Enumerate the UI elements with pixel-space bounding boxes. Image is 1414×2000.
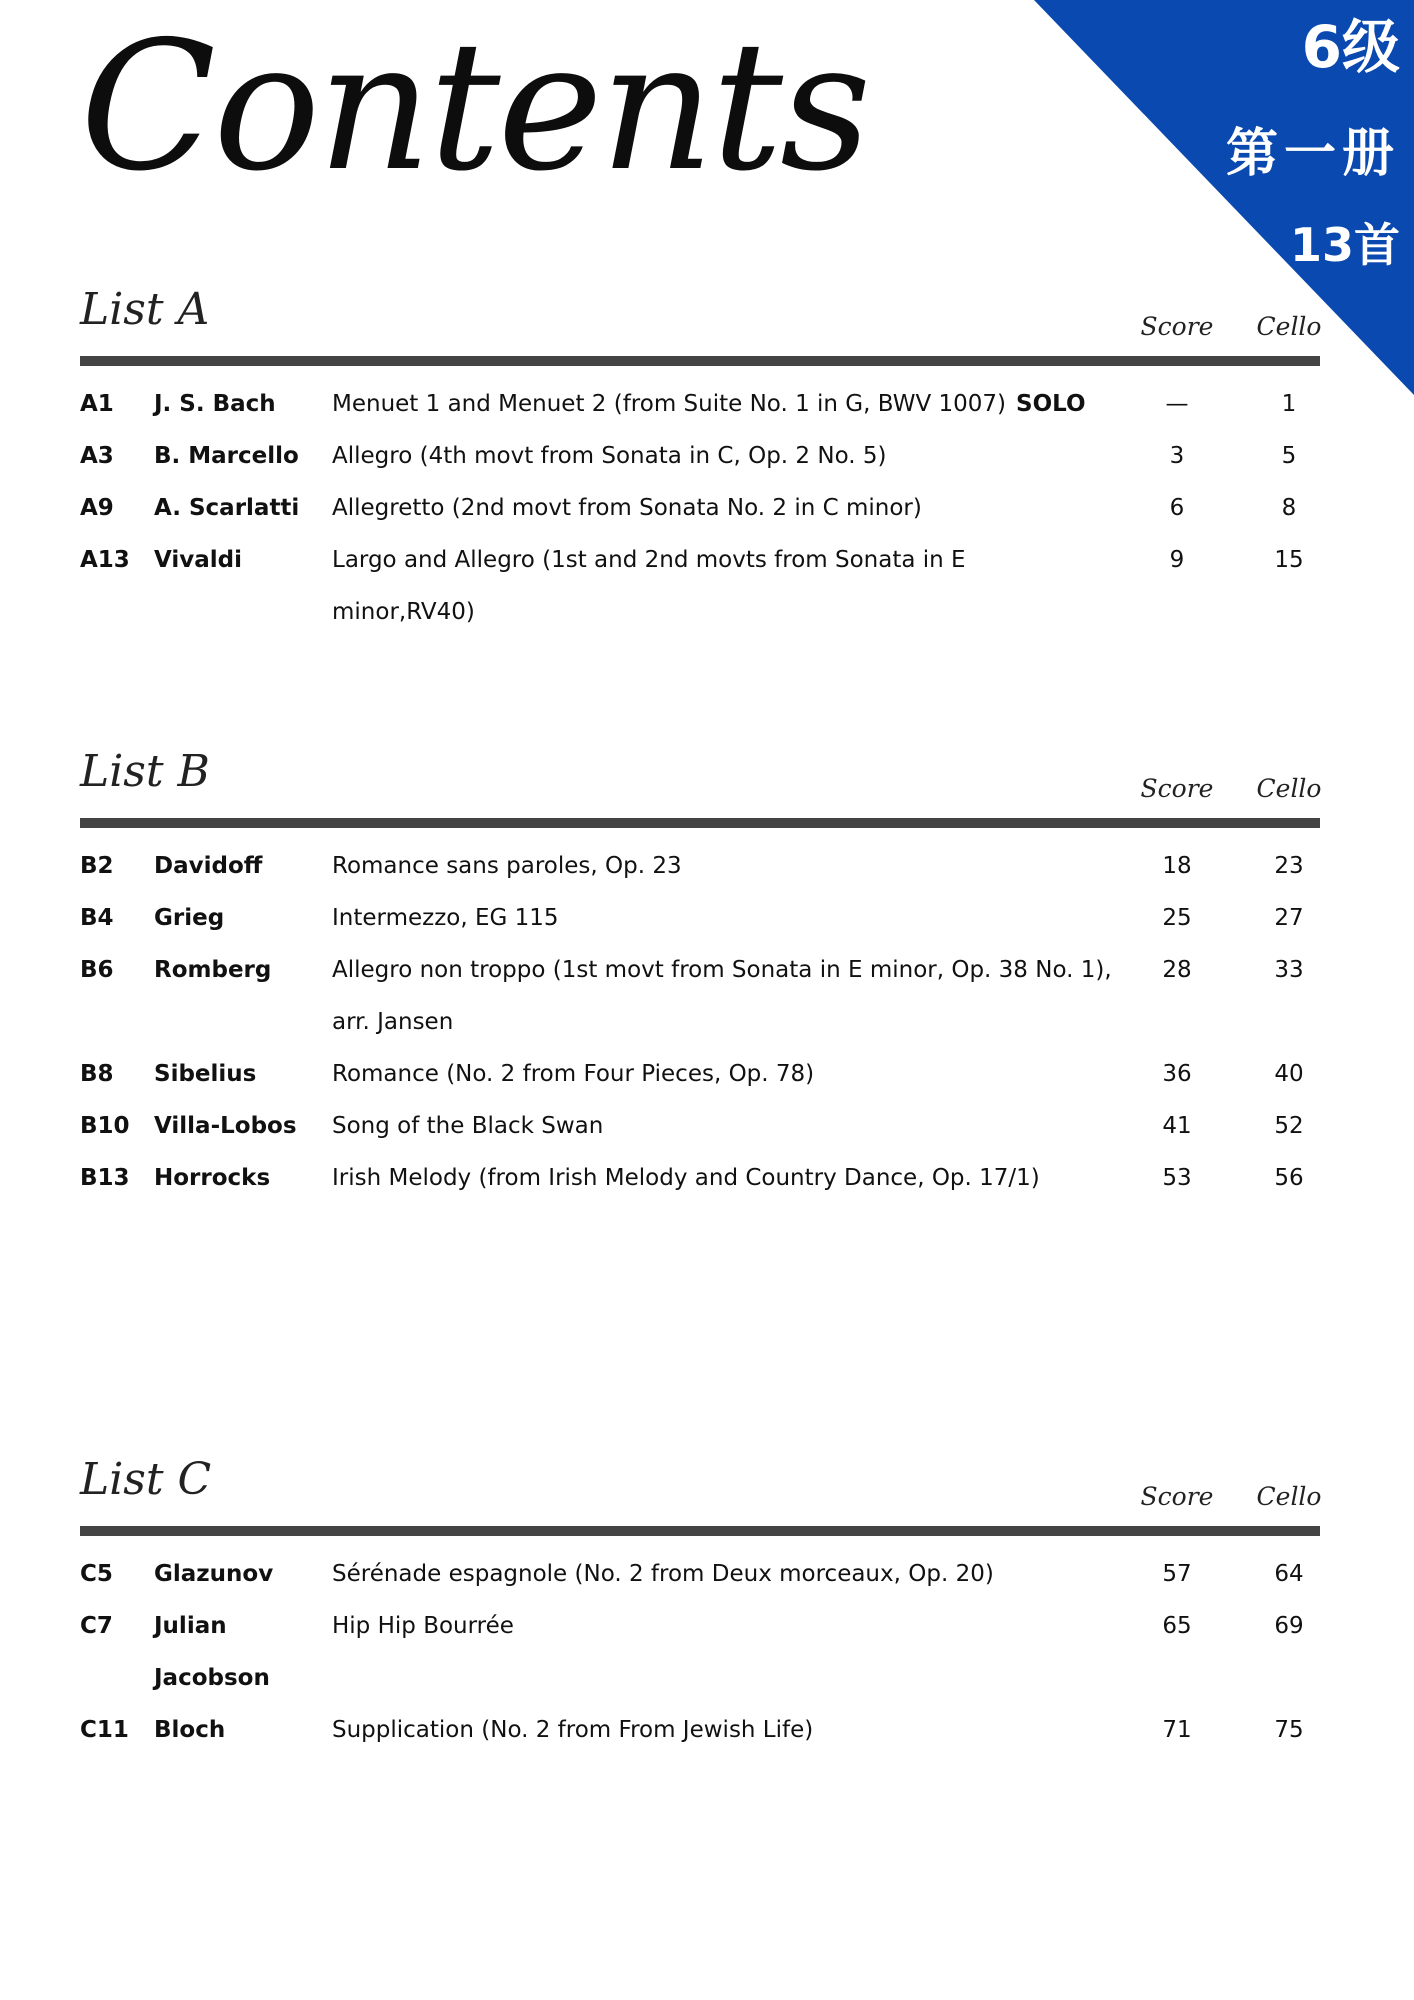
piece-title: Song of the Black Swan — [332, 1113, 604, 1139]
score-page: 53 — [1162, 1165, 1192, 1191]
piece-code: C7 — [80, 1613, 113, 1639]
score-page: 36 — [1162, 1061, 1192, 1087]
score-page: 65 — [1162, 1613, 1192, 1639]
volume-label: 第一册 — [1225, 124, 1400, 184]
score-page: 41 — [1162, 1113, 1192, 1139]
composer: Julian Jacobson — [154, 1613, 270, 1691]
composer: Romberg — [154, 957, 272, 983]
score-page: 9 — [1169, 547, 1185, 573]
composer: Grieg — [154, 905, 225, 931]
cello-page: 52 — [1274, 1113, 1304, 1139]
score-page: 57 — [1162, 1561, 1192, 1587]
cello-page: 33 — [1274, 957, 1304, 983]
cello-page: 15 — [1274, 547, 1304, 573]
score-page: 28 — [1162, 957, 1192, 983]
list-c-section — [80, 1456, 1320, 1756]
piece-title: Romance (No. 2 from Four Pieces, Op. 78) — [332, 1061, 815, 1087]
cello-page: 40 — [1274, 1061, 1304, 1087]
table-row — [80, 1548, 1320, 1600]
composer: J. S. Bach — [154, 391, 276, 417]
composer: B. Marcello — [154, 443, 299, 469]
piece-title: Allegro non troppo (1st movt from Sonata in E minor, Op. 38 No. 1), arr. Jansen — [332, 957, 1112, 1035]
composer: A. Scarlatti — [154, 495, 300, 521]
score-page: 6 — [1169, 495, 1185, 521]
cello-page: 8 — [1281, 495, 1297, 521]
table-row — [80, 1600, 1320, 1704]
composer: Vivaldi — [154, 547, 243, 573]
piece-code: A1 — [80, 391, 114, 417]
piece-title: Romance sans paroles, Op. 23 — [332, 853, 682, 879]
piece-title: Hip Hip Bourrée — [332, 1613, 514, 1639]
table-row — [80, 944, 1320, 1048]
composer: Davidoff — [154, 853, 263, 879]
piece-code: B6 — [80, 957, 114, 983]
piece-title: Sérénade espagnole (No. 2 from Deux morceaux, Op. 20) — [332, 1561, 994, 1587]
list-b-header — [80, 748, 1320, 818]
table-row — [80, 1152, 1320, 1204]
cello-page: 1 — [1281, 391, 1297, 417]
solo-badge: SOLO — [1016, 391, 1086, 417]
list-c-title: List C — [80, 1454, 212, 1505]
score-page: 25 — [1162, 905, 1192, 931]
piece-code: A9 — [80, 495, 114, 521]
piece-code: B10 — [80, 1113, 130, 1139]
table-row — [80, 1704, 1320, 1756]
score-page: 18 — [1162, 853, 1192, 879]
piece-title: Allegro (4th movt from Sonata in C, Op. 2 No. 5) — [332, 443, 887, 469]
cello-column-header: Cello — [1256, 774, 1322, 803]
piece-code: B2 — [80, 853, 114, 879]
score-page: 3 — [1169, 443, 1185, 469]
composer: Horrocks — [154, 1165, 271, 1191]
cello-page: 5 — [1281, 443, 1297, 469]
table-row — [80, 482, 1320, 534]
cello-column-header: Cello — [1256, 312, 1322, 341]
list-a-title: List A — [80, 284, 210, 335]
grade-label: 6级 — [1301, 13, 1400, 81]
piece-title — [332, 378, 1112, 430]
piece-code: C11 — [80, 1717, 129, 1743]
table-row — [80, 892, 1320, 944]
piece-title: Allegretto (2nd movt from Sonata No. 2 in C minor) — [332, 495, 922, 521]
composer: Glazunov — [154, 1561, 274, 1587]
composer: Villa-Lobos — [154, 1113, 297, 1139]
cello-page: 64 — [1274, 1561, 1304, 1587]
score-page: — — [1165, 391, 1189, 417]
piece-code: A13 — [80, 547, 130, 573]
table-row — [80, 1100, 1320, 1152]
score-column-header: Score — [1140, 1482, 1214, 1511]
piece-title: Intermezzo, EG 115 — [332, 905, 559, 931]
list-c-rule — [80, 1526, 1320, 1536]
list-a-rule — [80, 356, 1320, 366]
piece-title: Largo and Allegro (1st and 2nd movts from Sonata in E minor,RV40) — [332, 547, 966, 625]
piece-title-text: Menuet 1 and Menuet 2 (from Suite No. 1 in G, BWV 1007) — [332, 391, 1006, 417]
piece-code: B4 — [80, 905, 114, 931]
piece-code: B13 — [80, 1165, 130, 1191]
piece-code: B8 — [80, 1061, 114, 1087]
table-row — [80, 1048, 1320, 1100]
list-b-rule — [80, 818, 1320, 828]
table-row — [80, 430, 1320, 482]
piece-code: A3 — [80, 443, 114, 469]
piece-code: C5 — [80, 1561, 113, 1587]
cello-page: 23 — [1274, 853, 1304, 879]
cello-page: 27 — [1274, 905, 1304, 931]
piece-title: Supplication (No. 2 from From Jewish Life) — [332, 1717, 814, 1743]
list-b-section — [80, 748, 1320, 1204]
cello-column-header: Cello — [1256, 1482, 1322, 1511]
page-title: Contents — [80, 3, 869, 210]
piece-count-label: 13首 — [1289, 218, 1400, 272]
table-row — [80, 534, 1320, 625]
list-c-header — [80, 1456, 1320, 1526]
score-column-header: Score — [1140, 774, 1214, 803]
cello-page: 69 — [1274, 1613, 1304, 1639]
list-a-header — [80, 286, 1320, 356]
composer: Bloch — [154, 1717, 226, 1743]
score-page: 71 — [1162, 1717, 1192, 1743]
table-row — [80, 378, 1320, 430]
cello-page: 75 — [1274, 1717, 1304, 1743]
piece-title: Irish Melody (from Irish Melody and Country Dance, Op. 17/1) — [332, 1165, 1040, 1191]
composer: Sibelius — [154, 1061, 257, 1087]
cello-page: 56 — [1274, 1165, 1304, 1191]
list-a-section — [80, 284, 1322, 625]
score-column-header: Score — [1140, 312, 1214, 341]
list-b-title: List B — [80, 746, 210, 797]
table-row — [80, 840, 1320, 892]
